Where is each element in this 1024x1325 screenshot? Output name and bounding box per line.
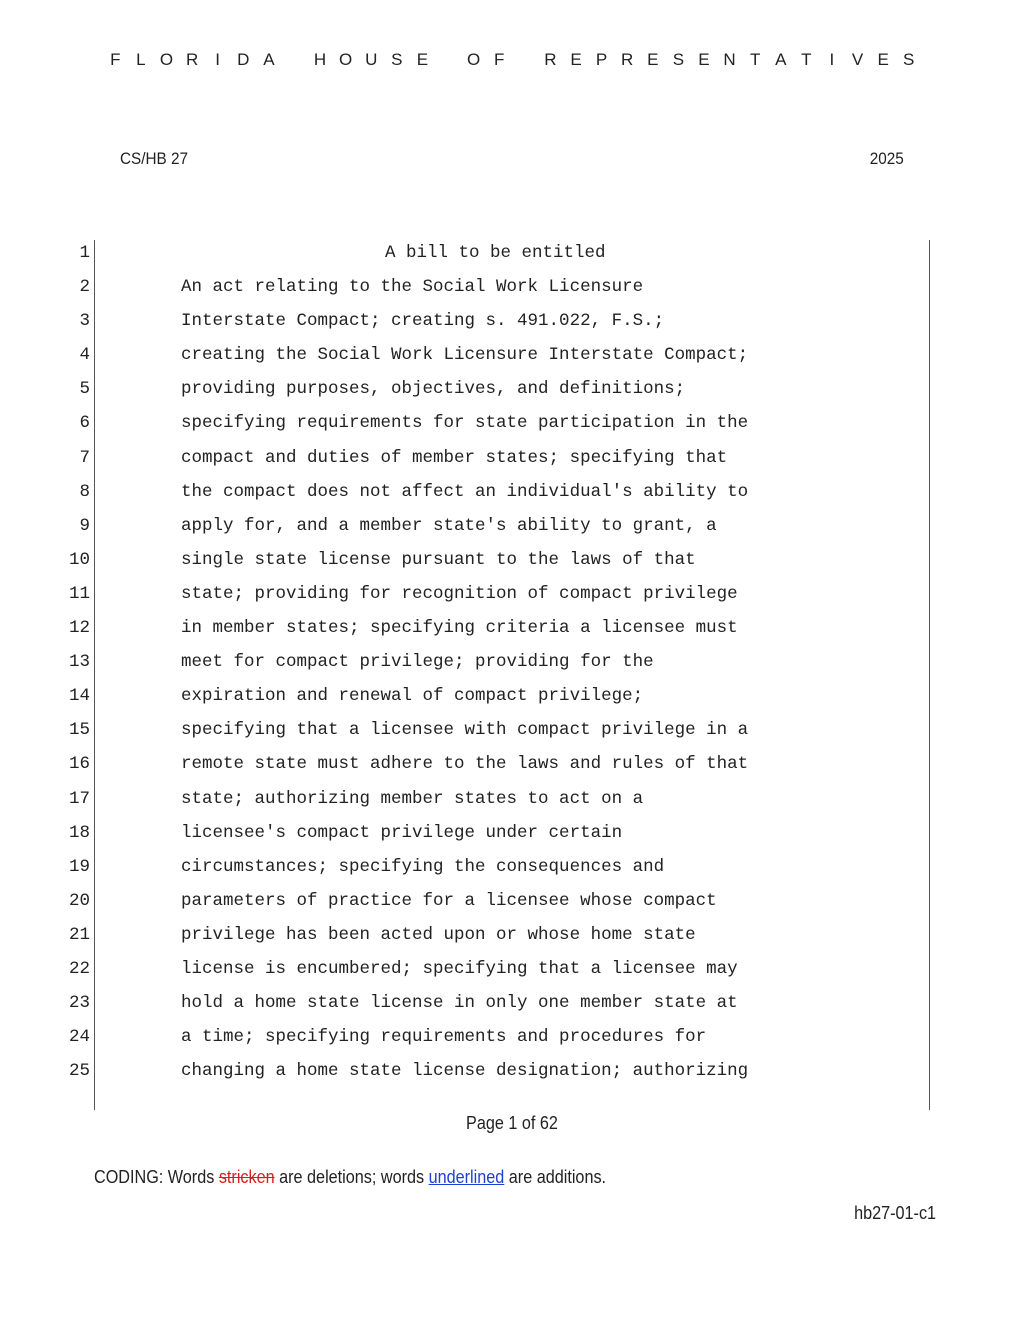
bill-line — [0, 343, 1024, 377]
bill-text-lines — [0, 241, 1024, 1093]
bill-line — [0, 446, 1024, 480]
bill-id: CS/HB 27 — [120, 149, 189, 168]
bill-line — [0, 548, 1024, 582]
page-number: Page 1 of 62 — [466, 1113, 558, 1133]
chamber-masthead — [0, 50, 1024, 70]
bill-year: 2025 — [869, 149, 904, 168]
coding-middle: are deletions; words — [274, 1167, 429, 1187]
line-text: hold a home state license in only one member state at — [181, 993, 738, 1014]
line-text: specifying that a licensee with compact privilege in a — [181, 720, 749, 741]
line-text: An act relating to the Social Work Licensure — [181, 277, 644, 298]
line-text: the compact does not affect an individual's ability to — [181, 481, 749, 502]
line-text: a time; specifying requirements and procedures for — [181, 1027, 707, 1048]
bill-line — [0, 411, 1024, 445]
line-number: 11 — [68, 583, 90, 604]
line-number: 2 — [79, 277, 90, 298]
line-number: 13 — [68, 652, 90, 673]
bill-line — [0, 718, 1024, 752]
line-text: privilege has been acted upon or whose home state — [181, 924, 696, 945]
line-number: 22 — [68, 958, 90, 979]
line-number: 5 — [79, 379, 90, 400]
line-number: 12 — [68, 618, 90, 639]
line-number: 14 — [68, 686, 90, 707]
line-text: changing a home state license designation; authorizing — [181, 1061, 749, 1082]
line-number: 4 — [79, 345, 90, 366]
line-number: 7 — [79, 447, 90, 468]
line-number: 25 — [68, 1061, 90, 1082]
line-text: providing purposes, objectives, and definitions; — [181, 379, 686, 400]
line-number: 1 — [79, 243, 90, 263]
line-text: creating the Social Work Licensure Interstate Compact; — [181, 345, 749, 366]
line-text: in member states; specifying criteria a licensee must — [181, 618, 738, 639]
bill-line — [0, 480, 1024, 514]
line-number: 24 — [68, 1027, 90, 1048]
bill-line — [0, 684, 1024, 718]
line-number: 8 — [79, 481, 90, 502]
bill-line — [0, 377, 1024, 411]
line-number: 9 — [79, 515, 90, 536]
line-number: 15 — [68, 720, 90, 741]
bill-line — [0, 991, 1024, 1025]
bill-line — [0, 309, 1024, 343]
bill-line — [0, 514, 1024, 548]
coding-suffix: are additions. — [504, 1167, 607, 1187]
line-text: compact and duties of member states; specifying that — [181, 447, 728, 468]
line-text: circumstances; specifying the consequences and — [181, 856, 665, 877]
bill-line — [0, 787, 1024, 821]
line-text: single state license pursuant to the laws of that — [181, 549, 696, 570]
line-number: 20 — [68, 890, 90, 911]
bill-line — [0, 889, 1024, 923]
line-text: state; authorizing member states to act on a — [181, 788, 644, 809]
line-text: license is encumbered; specifying that a licensee may — [181, 958, 738, 979]
line-number: 23 — [68, 993, 90, 1014]
bill-line — [0, 1025, 1024, 1059]
line-number: 18 — [68, 822, 90, 843]
line-text: apply for, and a member state's ability to grant, a — [181, 515, 717, 536]
coding-deleted-example: stricken — [218, 1167, 275, 1187]
bill-line — [0, 821, 1024, 855]
line-text: Interstate Compact; creating s. 491.022, F.S.; — [181, 311, 665, 332]
line-text: A bill to be entitled — [385, 243, 606, 263]
bill-line — [0, 923, 1024, 957]
bill-line — [0, 855, 1024, 889]
bill-line — [0, 752, 1024, 786]
coding-added-example: underlined — [428, 1167, 505, 1187]
line-number: 17 — [68, 788, 90, 809]
line-text: licensee's compact privilege under certain — [181, 822, 623, 843]
bill-line — [0, 957, 1024, 991]
line-text: expiration and renewal of compact privilege; — [181, 686, 644, 707]
line-number: 10 — [68, 549, 90, 570]
line-number: 19 — [68, 856, 90, 877]
bill-line — [0, 650, 1024, 684]
bill-line — [0, 616, 1024, 650]
bill-line — [0, 275, 1024, 309]
chamber-name: F L O R I D A H O U S E O F R E P R E S E N T A T I V E S — [110, 50, 915, 69]
line-text: state; providing for recognition of compact privilege — [181, 583, 738, 604]
line-text: specifying requirements for state participation in the — [181, 413, 749, 434]
line-text: parameters of practice for a licensee whose compact — [181, 890, 717, 911]
line-number: 16 — [68, 754, 90, 775]
coding-prefix: CODING: Words — [94, 1167, 219, 1187]
bill-line — [0, 1059, 1024, 1093]
bill-line — [0, 582, 1024, 616]
line-number: 21 — [68, 924, 90, 945]
bill-line — [0, 241, 1024, 275]
line-text: meet for compact privilege; providing for the — [181, 652, 654, 673]
line-number: 6 — [79, 413, 90, 434]
line-number: 3 — [79, 311, 90, 332]
line-text: remote state must adhere to the laws and rules of that — [181, 754, 749, 775]
document-code: hb27-01-c1 — [854, 1203, 936, 1223]
coding-legend — [94, 1167, 606, 1188]
